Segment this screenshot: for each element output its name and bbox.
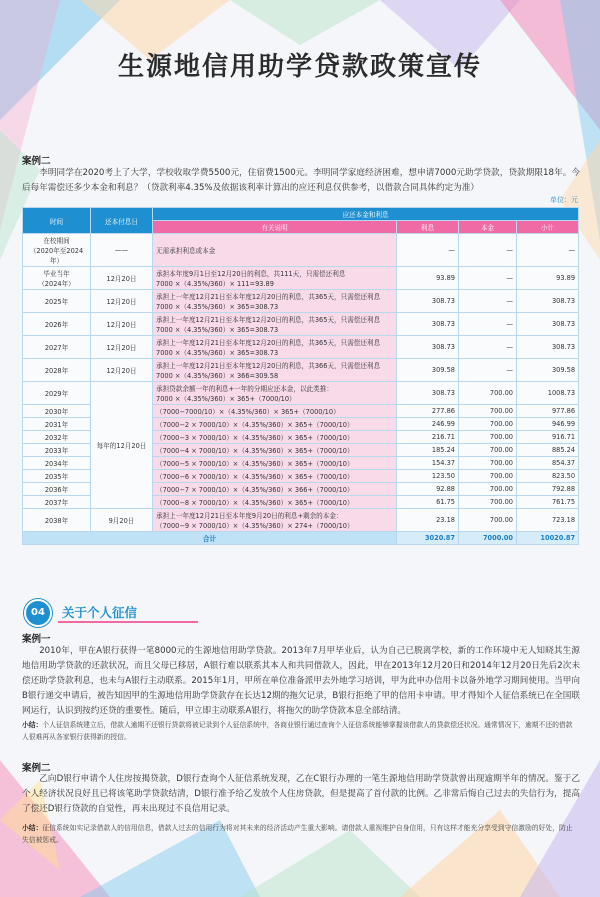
- row-date: 12月20日: [91, 290, 153, 313]
- row-principal: 700.00: [459, 496, 517, 509]
- row-time: 2037年: [23, 496, 91, 509]
- row-time: 2030年: [23, 405, 91, 418]
- total-label: 合计: [23, 532, 397, 545]
- table-row: [23, 234, 579, 267]
- row-interest: 216.71: [397, 431, 459, 444]
- note-text: 征信系统如实记录借款人的信用信息，借款人过去的信用行为将对其未来的经济活动产生重大影响。请借款人重视维护自身信用，只有这样才能充分享受到守信激励的好处，防止失信被惩戒。: [22, 824, 573, 844]
- row-time: 2027年: [23, 336, 91, 359]
- row-interest: 309.58: [397, 359, 459, 382]
- table-row: [23, 336, 579, 359]
- row-principal: 700.00: [459, 509, 517, 532]
- row-time: 在校期间 （2020年至2024年）: [23, 234, 91, 267]
- row-interest: 92.88: [397, 483, 459, 496]
- row-subtotal: 308.73: [517, 290, 579, 313]
- row-subtotal: 854.37: [517, 457, 579, 470]
- row-time: 2036年: [23, 483, 91, 496]
- row-desc: 承担本年度9月1日至12月20日的利息，共111天，只需偿还利息 7000 ×（4.35%/360）× 111=93.89: [153, 267, 397, 290]
- section-number-badge: 04: [24, 599, 52, 627]
- row-subtotal: 761.75: [517, 496, 579, 509]
- case2b-text: 乙向D银行申请个人住房按揭贷款，D银行查询个人征信系统发现，乙在C银行办理的一笔生源地信用助学贷款曾出现逾期半年的情况。鉴于乙个人经济状况良好且已将该笔助学贷款结清，D银行准予给乙发放个人住房贷款，但是提高了首付款的比例。乙非常后悔自己过去的失信行为，提高了偿还D银行贷款的自觉性，再未出现过不良信用记录。: [22, 774, 580, 814]
- total-subtotal: 10020.87: [517, 532, 579, 545]
- row-desc: （7000−7000/10）×（4.35%/360）× 365+（7000/10）: [153, 405, 397, 418]
- row-desc: （7000−2 × 7000/10）×（4.35%/360）× 365+（7000/10）: [153, 418, 397, 431]
- row-principal: 700.00: [459, 457, 517, 470]
- note-label: 小结：: [22, 721, 43, 729]
- table-row: [23, 313, 579, 336]
- table-row: [23, 359, 579, 382]
- case1b-note: [22, 719, 578, 743]
- row-desc: 无需承担利息或本金: [153, 234, 397, 267]
- header-desc: 有关说明: [153, 221, 397, 234]
- row-subtotal: 792.88: [517, 483, 579, 496]
- row-desc: 承担上一年度12月21日至本年度12月20日的利息，共366天，只需偿还利息 7000 ×（4.35%/360）× 366=309.58: [153, 359, 397, 382]
- row-date: 9月20日: [91, 509, 153, 532]
- row-date: 12月20日: [91, 359, 153, 382]
- row-principal: 700.00: [459, 431, 517, 444]
- total-interest: 3020.87: [397, 532, 459, 545]
- note-text: 个人征信系统建立后，借款人逾期不还银行贷款将被记录到个人征信系统中，各商业银行通过查询个人征信系统能够掌握该借款人的贷款偿还状况。通常情况下，逾期不还的借款人很难再从各家银行获得新的授信。: [22, 721, 573, 741]
- header-interest: 利息: [397, 221, 459, 234]
- row-time: 2038年: [23, 509, 91, 532]
- table-total-row: [23, 532, 579, 545]
- row-desc: （7000−8 × 7000/10）×（4.35%/360）× 365+（7000/10）: [153, 496, 397, 509]
- header-group: 应还本金和利息: [153, 208, 579, 221]
- row-time: 2033年: [23, 444, 91, 457]
- row-principal: —: [459, 234, 517, 267]
- row-principal: 700.00: [459, 382, 517, 405]
- case2-label: 案例二: [22, 156, 51, 167]
- case1b-text: 2010年，甲在A银行获得一笔8000元的生源地信用助学贷款。2013年7月甲毕业后，认为自己已脱离学校，新的工作环境中无人知晓其生源地信用助学贷款的还款状况，而且父母已移居，A银行难以联系其本人和共同借款人，因此，甲在2013年12月20日和2014年12月20日先后2次未偿还助学贷款利息，也未与A银行主动联系。2015年1月，甲所在单位准备派甲去外地学习培训，甲为此申办信用卡以备外地学习期间使用。当甲向B银行递交申请后，被告知因甲的生源地信用助学贷款存在长达12期的拖欠记录，B银行拒绝了甲的信用卡申请。甲才得知个人征信系统已在全国联网运行，认识到按约还贷的重要性。随后，甲立即主动联系A银行，将拖欠的助学贷款本息全部结清。: [22, 646, 580, 716]
- row-interest: 277.86: [397, 405, 459, 418]
- row-desc: 承担上一年度12月21日至本年度12月20日的利息，共365天，只需偿还利息 7000 ×（4.35%/360）× 365=308.73: [153, 336, 397, 359]
- row-interest: 123.50: [397, 470, 459, 483]
- row-interest: 246.99: [397, 418, 459, 431]
- header-principal: 本金: [459, 221, 517, 234]
- header-subtotal: 小计: [517, 221, 579, 234]
- row-principal: —: [459, 336, 517, 359]
- row-date-merged: 每年的12月20日: [91, 382, 153, 509]
- row-interest: —: [397, 234, 459, 267]
- note-label: 小结：: [22, 824, 43, 832]
- row-interest: 23.18: [397, 509, 459, 532]
- row-principal: —: [459, 290, 517, 313]
- row-time: 2031年: [23, 418, 91, 431]
- row-subtotal: 723.18: [517, 509, 579, 532]
- row-interest: 154.37: [397, 457, 459, 470]
- table-row: [23, 509, 579, 532]
- row-subtotal: 916.71: [517, 431, 579, 444]
- row-interest: 61.75: [397, 496, 459, 509]
- row-time: 2025年: [23, 290, 91, 313]
- row-principal: 700.00: [459, 483, 517, 496]
- row-desc: 承担上一年度12月21日至本年度9月20日的利息+剩余的本金： （7000−9 × 7000/10）×（4.35%/360）× 274+（7000/10）: [153, 509, 397, 532]
- row-date: 12月20日: [91, 336, 153, 359]
- row-interest: 308.73: [397, 290, 459, 313]
- row-date: 12月20日: [91, 313, 153, 336]
- row-desc: 承担贷款余额一年的利息+一年的分期应还本金，以此类推： 7000 ×（4.35%/360）× 365+（7000/10）: [153, 382, 397, 405]
- page-title: 生源地信用助学贷款政策宣传: [117, 52, 482, 82]
- row-time: 2028年: [23, 359, 91, 382]
- row-subtotal: 93.89: [517, 267, 579, 290]
- row-desc: （7000−3 × 7000/10）×（4.35%/360）× 365+（7000/10）: [153, 431, 397, 444]
- row-subtotal: 1008.73: [517, 382, 579, 405]
- header-date: 还本付息日: [91, 208, 153, 234]
- row-desc: （7000−7 × 7000/10）×（4.35%/360）× 366+（7000/10）: [153, 483, 397, 496]
- row-subtotal: 885.24: [517, 444, 579, 457]
- row-subtotal: 308.73: [517, 313, 579, 336]
- header-time: 时间: [23, 208, 91, 234]
- section-title: 关于个人征信: [62, 605, 138, 620]
- repayment-table: [22, 207, 579, 545]
- row-time: 2032年: [23, 431, 91, 444]
- row-desc: （7000−4 × 7000/10）×（4.35%/360）× 365+（7000/10）: [153, 444, 397, 457]
- row-desc: （7000−6 × 7000/10）×（4.35%/360）× 365+（7000/10）: [153, 470, 397, 483]
- row-subtotal: 309.58: [517, 359, 579, 382]
- section-underline: [58, 621, 198, 623]
- row-principal: 700.00: [459, 470, 517, 483]
- case2b-label: 案例二: [22, 763, 51, 774]
- unit-label: 单位：元: [550, 196, 578, 204]
- row-subtotal: 823.50: [517, 470, 579, 483]
- case2b-note: [22, 822, 578, 846]
- row-interest: 308.73: [397, 382, 459, 405]
- row-interest: 308.73: [397, 336, 459, 359]
- row-principal: —: [459, 359, 517, 382]
- row-subtotal: 308.73: [517, 336, 579, 359]
- row-principal: 700.00: [459, 405, 517, 418]
- row-interest: 185.24: [397, 444, 459, 457]
- table-row: [23, 382, 579, 405]
- row-desc: 承担上一年度12月21日至本年度12月20日的利息，共365天，只需偿还利息 7000 ×（4.35%/360）× 365=308.73: [153, 290, 397, 313]
- row-principal: —: [459, 313, 517, 336]
- row-time: 毕业当年 （2024年）: [23, 267, 91, 290]
- table-row: [23, 290, 579, 313]
- row-subtotal: 977.86: [517, 405, 579, 418]
- row-subtotal: 946.99: [517, 418, 579, 431]
- row-desc: 承担上一年度12月21日至本年度12月20日的利息，共365天，只需偿还利息 7000 ×（4.35%/360）× 365=308.73: [153, 313, 397, 336]
- row-subtotal: —: [517, 234, 579, 267]
- table-row: [23, 267, 579, 290]
- row-time: 2026年: [23, 313, 91, 336]
- row-principal: 700.00: [459, 444, 517, 457]
- row-time: 2029年: [23, 382, 91, 405]
- row-interest: 93.89: [397, 267, 459, 290]
- row-time: 2034年: [23, 457, 91, 470]
- row-date: ——: [91, 234, 153, 267]
- row-desc: （7000−5 × 7000/10）×（4.35%/360）× 365+（7000/10）: [153, 457, 397, 470]
- row-principal: —: [459, 267, 517, 290]
- row-interest: 308.73: [397, 313, 459, 336]
- row-principal: 700.00: [459, 418, 517, 431]
- case1b-label: 案例一: [22, 634, 51, 645]
- total-principal: 7000.00: [459, 532, 517, 545]
- row-time: 2035年: [23, 470, 91, 483]
- row-date: 12月20日: [91, 267, 153, 290]
- case2-text: 李明同学在2020考上了大学，学校收取学费5500元，住宿费1500元。李明同学家庭经济困难，想申请7000元助学贷款，贷款期限18年。今后每年需偿还多少本金和利息？（贷款利率4.35%及依据该利率计算出的应还利息仅供参考，以借款合同具体约定为准）: [22, 168, 580, 193]
